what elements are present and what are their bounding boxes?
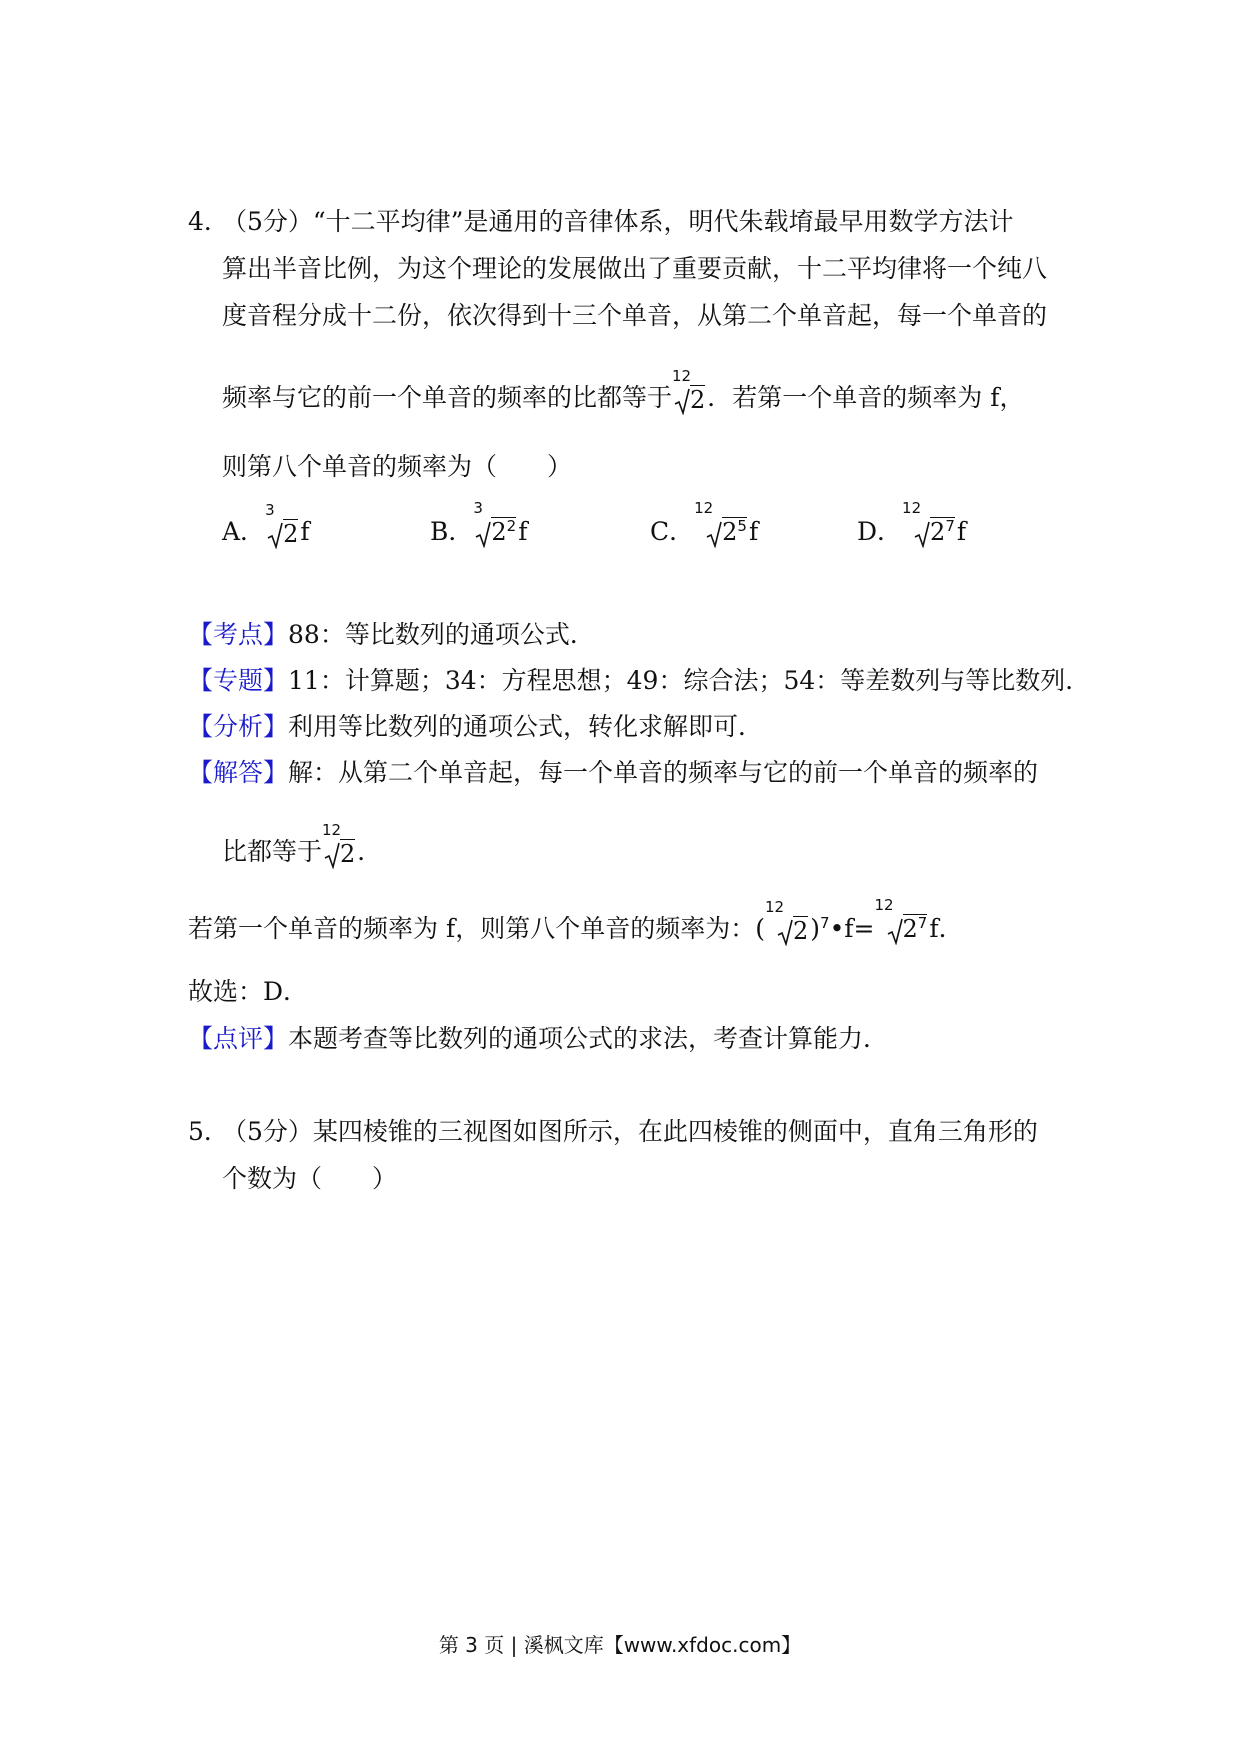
q4-line-4a: 频率与它的前一个单音的频率的比都等于 — [222, 383, 673, 412]
q5-number: 5． — [188, 1117, 229, 1146]
page-footer: 第 3 页 | 溪枫文库【www.xfdoc.com】 — [438, 1633, 802, 1657]
q4-line-3: 度音程分成十二份，依次得到十三个单音，从第二个单音起，每一个单音的 — [222, 301, 1048, 330]
q4-line-2: 算出半音比例，为这个理论的发展做出了重要贡献，十二平均律将一个纯八 — [222, 254, 1048, 283]
option-c: C． 12 $2^5f$ — [650, 499, 759, 546]
option-d: D． 12 $2^7f$ — [857, 499, 967, 546]
q4-line-4 — [222, 366, 1025, 417]
jieda-line-3: 若第一个单音的频率为 f，则第八个单音的频率为：( 12 2)$^7$•f= 12 $2^7f$． — [188, 896, 964, 945]
dianping: 【点评】本题考查等比数列的通项公式的求法，考查计算能力． — [188, 1024, 889, 1053]
q4-number: 4． — [188, 207, 229, 236]
jieda: 【解答】解：从第二个单音起，每一个单音的频率与它的前一个单音的频率的 — [188, 758, 1039, 787]
zhuanti: 【专题】11：计算题；34：方程思想；49：综合法；54：等差数列与等比数列． — [188, 666, 1091, 695]
jieda-line-2: 比都等于 12 2． — [222, 820, 383, 868]
q5-line-1: （5分）某四棱锥的三视图如图所示，在此四棱锥的侧面中，直角三角形的 — [222, 1117, 1038, 1146]
fenxi: 【分析】利用等比数列的通项公式，转化求解即可． — [188, 712, 764, 741]
option-b: B． 3 $2^2f$ — [430, 499, 528, 546]
q5-line-2: 个数为（ ） — [222, 1164, 398, 1193]
q4-line-5: 则第八个单音的频率为（ ） — [222, 452, 573, 481]
guxuan: 故选：D． — [188, 977, 309, 1006]
q4-line-1: （5分）“十二平均律”是通用的音律体系，明代朱载堉最早用数学方法计 — [222, 207, 1014, 236]
kaodian: 【考点】88：等比数列的通项公式． — [188, 620, 595, 649]
option-a: A． 3 2f — [222, 500, 310, 548]
twelfth-root-of-2: 12 2 — [672, 366, 706, 414]
q4-line-4b: ．若第一个单音的频率为 f， — [707, 383, 1025, 412]
